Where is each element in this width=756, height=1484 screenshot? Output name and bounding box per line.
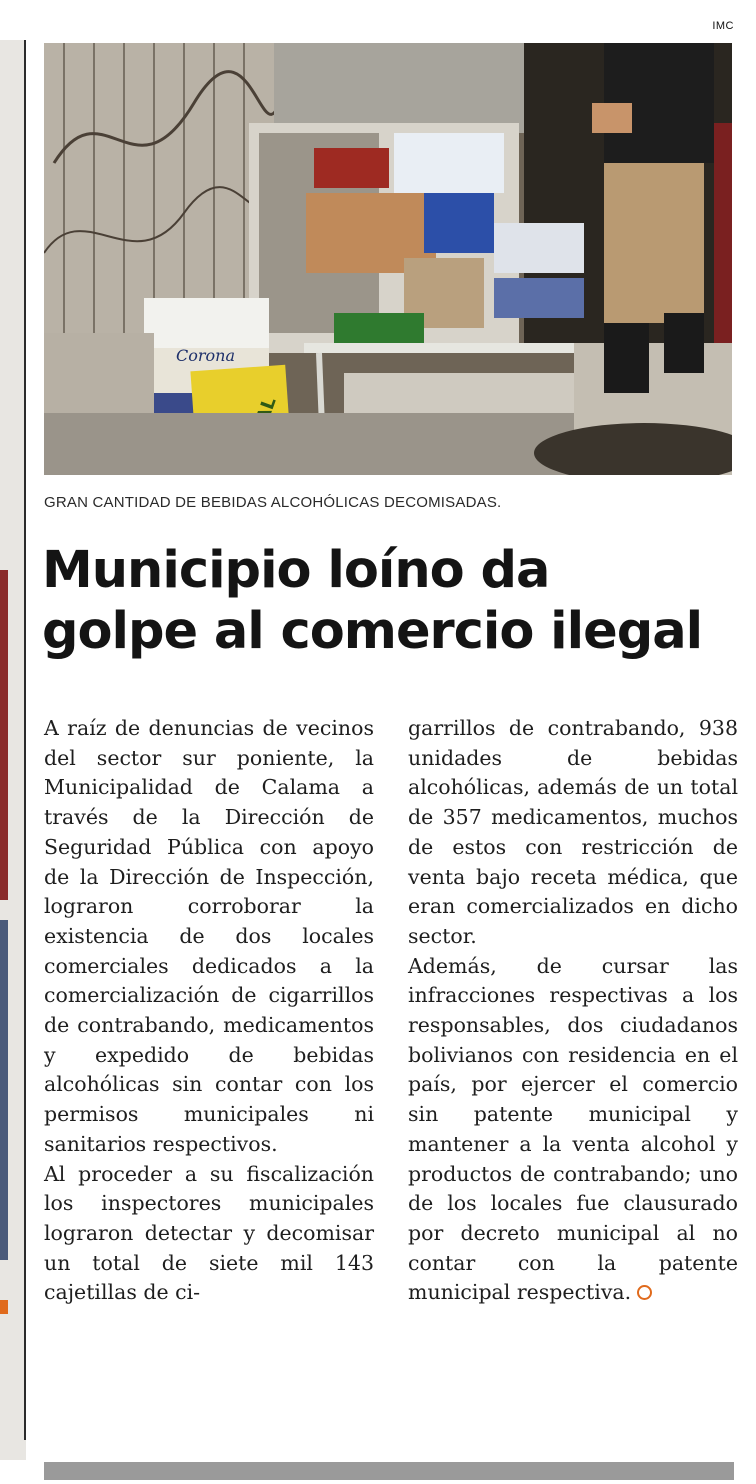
headline-line-1: Municipio loíno da [42,541,550,600]
adjacent-page-strip [0,40,26,1460]
news-photo [44,43,732,475]
adjacent-page-fragment [0,570,8,900]
body-paragraph: garrillos de contrabando, 938 unidades de bebidas alcohólicas, además de un total de 357 medicamentos, muchos de estos con restricción de venta bajo receta médica, que eran comercializados en dicho sector. [408,716,738,948]
body-paragraph: A raíz de denuncias de vecinos del sector sur poniente, la Municipalidad de Calama a través de la Dirección de Seguridad Pública con apoyo de la Dirección de Inspección, lograron corroborar la existencia de dos locales comerciales dedicados a la comercialización de cigarrillos de contrabando, medicamentos y expedido de bebidas alcohólicas sin contar con los permisos municipales ni sanitarios respectivos. [44,716,374,1156]
body-paragraph: Al proceder a su fiscalización los inspectores municipales lograron detectar y decomisar un total de siete mil 143 cajetillas de ci- [44,1161,374,1305]
headline-line-2: golpe al comercio ilegal [42,602,703,661]
footer-bar [44,1462,734,1480]
adjacent-page-fragment [0,920,8,1260]
body-paragraph-text: Además, de cursar las infracciones respectivas a los responsables, dos ciudadanos bolivianos con residencia en el país, por ejercer el comercio sin patente municipal y mantener a la venta alcohol y productos de contrabando; uno de los locales fue clausurado por decreto municipal al no contar con la patente municipal respectiva. [408,953,738,1305]
article-headline [42,540,742,662]
news-photo-illustration [44,43,732,475]
end-of-article-icon [637,1285,652,1300]
photo-credit: IMC [712,20,734,32]
adjacent-page-fragment [0,1300,8,1314]
column-divider [24,40,26,1440]
body-paragraph-last [408,952,738,1308]
beer-brand-label: Corona [176,346,235,365]
article-column-2 [408,714,738,1308]
article-column-1 [44,714,374,1308]
photo-caption: GRAN CANTIDAD DE BEBIDAS ALCOHÓLICAS DECOMISADAS. [44,494,502,511]
